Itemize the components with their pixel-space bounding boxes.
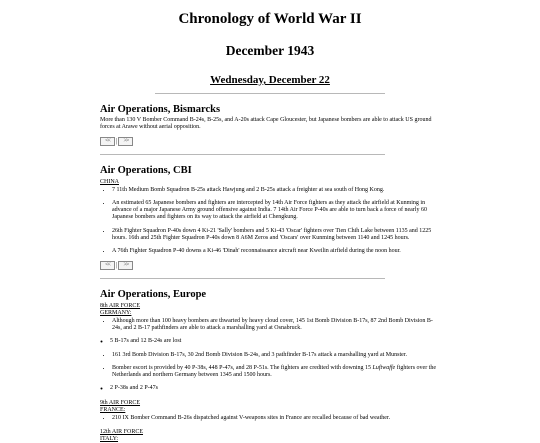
list-item: • 210 IX Bomber Command B-26s dispatched against V-weapons sites in France are recalled because of bad weather. <box>112 415 440 422</box>
month-heading: December 1943 <box>225 43 315 58</box>
double-chevron-left-icon[interactable]: << <box>100 137 115 146</box>
double-chevron-right-icon[interactable]: >> <box>118 261 133 270</box>
list-item: ◦ 2 P-38s and 2 P-47s <box>110 385 440 392</box>
list-item: • A 76th Fighter Squadron P-40 downs a Ki-46 'Dinah' reconnaissance aircraft near Kweilin airfield during the noon hour. <box>112 248 440 255</box>
location-link-germany[interactable]: GERMANY: <box>100 309 132 316</box>
force-link-9th[interactable]: 9th AIR FORCE <box>100 399 141 406</box>
list-item-text: fighters over the Netherlands and northern Germany between 1345 and 1500 hours. <box>112 364 437 379</box>
double-chevron-right-icon[interactable]: >> <box>118 137 133 146</box>
emphasis: Luftwaffe <box>372 364 396 371</box>
cbi-list <box>100 187 440 256</box>
location-link-france[interactable]: FRANCE: <box>100 406 126 413</box>
section-heading-europe: Air Operations, Europe <box>100 288 207 300</box>
main-content-cbi <box>0 165 540 270</box>
double-chevron-left-icon[interactable]: << <box>100 261 115 270</box>
date-heading: Wednesday, December 22 <box>210 74 330 86</box>
main-content-europe <box>0 289 540 443</box>
europe-list-8th <box>100 318 440 333</box>
section-nav <box>100 137 440 146</box>
europe-list-8th-b <box>100 352 440 380</box>
sub-list <box>100 385 440 392</box>
force-link-12th[interactable]: 12th AIR FORCE <box>100 429 144 436</box>
sub-list <box>100 338 440 345</box>
location-link-italy[interactable]: ITALY: <box>100 436 119 443</box>
force-link-8th[interactable]: 8th AIR FORCE <box>100 302 141 309</box>
section-heading-cbi: Air Operations, CBI <box>100 164 192 176</box>
list-item: • 26th Fighter Squadron P-40s down 4 Ki-21 'Sally' bombers and 5 Ki-43 'Oscar' fighters over Tien Chih Lake between 1135 and 1225 hours. 16th and 25th Fighter Squadron P-40s down 8 A6M Zeros and 'Oscars' over Kunming between 1140 and 1245 hours. <box>112 228 440 243</box>
divider <box>100 278 385 279</box>
list-item: • An estimated 65 Japanese bombers and fighters are intercepted by 14th Air Force fighters as they attack the airfield at Kunming in advance of a major Japanese Army ground offensive against India. 7 14th Air Force P-40s are able to turn back a force of nearly 60 Japanese bombers and fighters on its way to attack the airfield at Chengkung. <box>112 200 440 222</box>
list-item: ◦ 5 B-17s and 12 B-24s are lost <box>110 338 440 345</box>
page <box>0 10 540 443</box>
nav-separator: | <box>116 137 118 146</box>
page-title: Chronology of World War II <box>178 11 362 27</box>
section-heading-bismarcks: Air Operations, Bismarcks <box>100 104 221 115</box>
divider <box>100 154 385 155</box>
europe-list-9th <box>100 415 440 422</box>
list-item <box>112 365 440 380</box>
nav-separator: | <box>116 261 118 270</box>
main-content <box>0 104 540 146</box>
list-item: • 161 3rd Bomb Division B-17s, 30 2nd Bomb Division B-24s, and 3 pathfinder B-17s attack a marshalling yard at Munster. <box>112 352 440 359</box>
list-item: • 7 11th Medium Bomb Squadron B-25s attack Hawjung and 2 B-25s attack a freighter at sea south of Hong Kong. <box>112 187 440 194</box>
section-text-bismarcks: More than 130 V Bomber Command B-24s, B-25s, and A-20s attack Cape Gloucester, but Japanese bombers are able to attack US ground forces at Arawe without aerial opposition. <box>100 117 432 131</box>
location-link-china[interactable]: CHINA <box>100 178 119 185</box>
section-nav <box>100 261 440 270</box>
divider <box>155 93 385 94</box>
list-item-text: Bomber escort is provided by 40 P-38s, 448 P-47s, and 28 P-51s. The fighters are credited with downing 15 <box>112 364 373 371</box>
list-item: • Although more than 100 heavy bombers are thwarted by heavy cloud cover, 145 1st Bomb Division B-17s, 87 2nd Bomb Division B-24s, and 2 B-17 pathfinders are able to attack a marshalling yard at Osnabruck. <box>112 318 440 333</box>
